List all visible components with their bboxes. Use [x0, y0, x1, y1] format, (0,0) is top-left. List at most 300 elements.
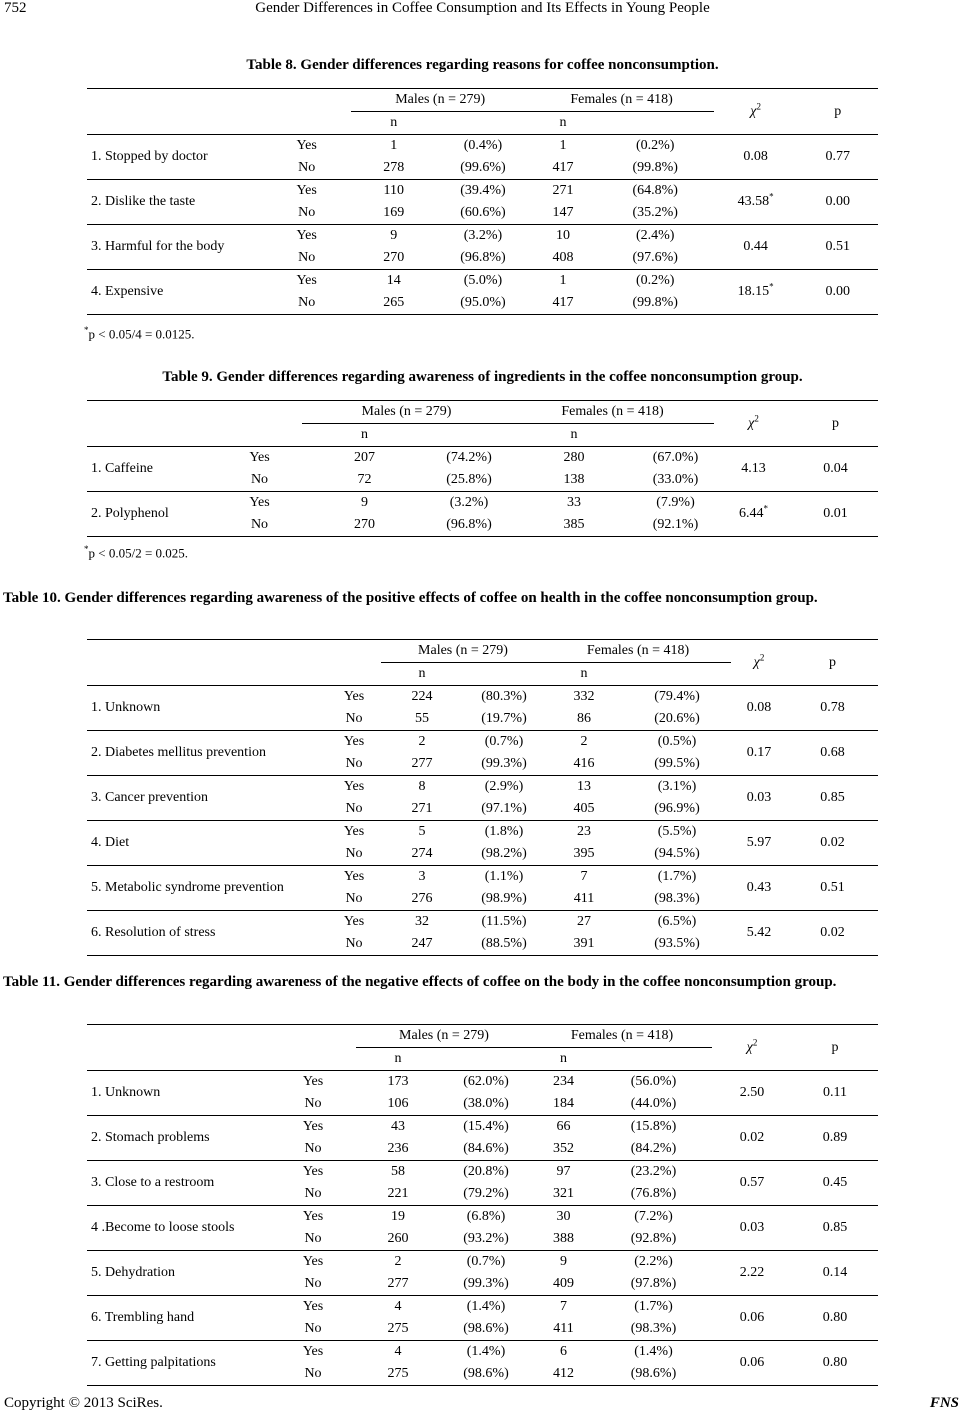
cell-value: 352	[532, 1138, 595, 1161]
cell-value: (44.0%)	[595, 1093, 712, 1116]
answer-label: No	[262, 247, 351, 270]
males-n-header: n	[302, 424, 427, 447]
cell-value: 417	[529, 157, 596, 180]
row-label: 3. Close to a restroom	[87, 1161, 270, 1206]
cell-value: (7.9%)	[656, 495, 695, 510]
cell-value: (84.6%)	[440, 1138, 532, 1161]
answer-label: Yes	[302, 1209, 324, 1224]
chi-square-value: 0.43	[731, 866, 787, 911]
cell-value: (60.6%)	[437, 202, 530, 225]
table-row	[87, 447, 878, 470]
table8-title: Table 8. Gender differences regarding reasons for coffee nonconsumption.	[246, 57, 719, 73]
row-label: 1. Unknown	[87, 686, 327, 731]
answer-label: No	[327, 888, 381, 911]
cell-value: (99.3%)	[440, 1273, 532, 1296]
cell-value: (62.0%)	[463, 1074, 509, 1089]
row-label: 3. Harmful for the body	[87, 225, 262, 270]
cell-value: 14	[386, 273, 401, 288]
p-value: 0.45	[792, 1161, 878, 1206]
cell-value: 332	[573, 689, 595, 704]
significance-mark: *	[769, 191, 774, 202]
chi-square-header: $\chi^2$	[731, 640, 787, 686]
row-label: 2. Dislike the taste	[87, 180, 262, 225]
answer-label: No	[270, 1318, 356, 1341]
answer-label: Yes	[296, 138, 317, 153]
p-value: 0.85	[792, 1206, 878, 1251]
answer-label: Yes	[343, 914, 365, 929]
cell-value: 270	[302, 514, 427, 537]
cell-value: 2	[580, 734, 588, 749]
cell-value: (88.5%)	[463, 933, 545, 956]
cell-value: 278	[351, 157, 437, 180]
cell-value: (97.6%)	[597, 247, 714, 270]
cell-value: (95.0%)	[437, 292, 530, 315]
cell-value: (3.2%)	[449, 495, 489, 510]
row-label: 7. Getting palpitations	[87, 1341, 270, 1386]
table-row	[87, 866, 878, 889]
chi-square-value: 5.97	[731, 821, 787, 866]
cell-value: (84.2%)	[595, 1138, 712, 1161]
cell-value: (97.8%)	[595, 1273, 712, 1296]
cell-value: 33	[567, 495, 581, 510]
cell-value: 277	[356, 1273, 440, 1296]
cell-value: 385	[511, 514, 637, 537]
running-title: Gender Differences in Coffee Consumption and Its Effects in Young People	[255, 0, 710, 16]
cell-value: 4	[394, 1344, 402, 1359]
cell-value: (15.4%)	[463, 1119, 509, 1134]
answer-label: No	[270, 1273, 356, 1296]
females-n-header: n	[532, 1048, 595, 1071]
cell-value: (11.5%)	[481, 914, 527, 929]
cell-value: (64.8%)	[632, 183, 678, 198]
chi-square-header: $\chi^2$	[714, 401, 793, 447]
females-header: Females (n = 418)	[511, 401, 714, 424]
cell-value: 207	[354, 450, 375, 465]
header-row	[87, 640, 878, 663]
chi-square-value: 6.44*	[714, 492, 793, 537]
cell-value: 411	[545, 888, 623, 911]
cell-value: 184	[532, 1093, 595, 1116]
answer-label: Yes	[343, 824, 365, 839]
cell-value: 13	[577, 779, 591, 794]
table-row	[87, 1296, 878, 1319]
cell-value: (76.8%)	[595, 1183, 712, 1206]
cell-value: 271	[381, 798, 463, 821]
table-row	[87, 686, 878, 709]
answer-label: Yes	[249, 495, 270, 510]
p-value: 0.02	[787, 821, 878, 866]
chi-square-header: $\chi^2$	[712, 1025, 792, 1071]
p-value: 0.00	[797, 180, 878, 225]
cell-value: (93.5%)	[623, 933, 731, 956]
table-row	[87, 1206, 878, 1229]
cell-value: 7	[560, 1299, 567, 1314]
cell-value: (0.7%)	[466, 1254, 506, 1269]
cell-value: (96.8%)	[427, 514, 511, 537]
cell-value: (33.0%)	[637, 469, 714, 492]
cell-value: (2.4%)	[635, 228, 675, 243]
row-label: 5. Metabolic syndrome prevention	[87, 866, 327, 911]
header-row	[87, 401, 878, 424]
answer-label: Yes	[343, 869, 365, 884]
females-header: Females (n = 418)	[532, 1025, 712, 1048]
table-row	[87, 492, 878, 515]
cell-value: (5.5%)	[657, 824, 697, 839]
cell-value: 5	[418, 824, 426, 839]
cell-value: 106	[356, 1093, 440, 1116]
answer-label: No	[327, 753, 381, 776]
cell-value: (1.4%)	[466, 1299, 506, 1314]
cell-value: (98.3%)	[623, 888, 731, 911]
answer-label: No	[327, 798, 381, 821]
chi-square-value: 0.08	[714, 135, 798, 180]
answer-label: Yes	[302, 1254, 324, 1269]
cell-value: 405	[545, 798, 623, 821]
cell-value: 408	[529, 247, 596, 270]
cell-value: 1	[559, 273, 567, 288]
row-label: 5. Dehydration	[87, 1251, 270, 1296]
p-value: 0.80	[792, 1341, 878, 1386]
cell-value: (20.6%)	[623, 708, 731, 731]
answer-label: No	[270, 1093, 356, 1116]
cell-value: 55	[381, 708, 463, 731]
cell-value: (56.0%)	[630, 1074, 677, 1089]
cell-value: (79.4%)	[654, 689, 700, 704]
table-row	[87, 1341, 878, 1364]
significance-mark: *	[763, 503, 768, 514]
females-header: Females (n = 418)	[529, 89, 713, 112]
cell-value: (67.0%)	[652, 450, 699, 465]
row-label: 6. Resolution of stress	[87, 911, 327, 956]
table-row	[87, 731, 878, 754]
cell-value: (6.5%)	[657, 914, 697, 929]
cell-value: 9	[361, 495, 368, 510]
cell-value: 236	[356, 1138, 440, 1161]
cell-value: (3.1%)	[657, 779, 697, 794]
answer-label: Yes	[296, 273, 317, 288]
chi-square-value: 0.17	[731, 731, 787, 776]
answer-label: No	[262, 157, 351, 180]
cell-value: 224	[411, 689, 433, 704]
cell-value: (35.2%)	[597, 202, 714, 225]
cell-value: (38.0%)	[440, 1093, 532, 1116]
cell-value: 321	[532, 1183, 595, 1206]
cell-value: 1	[390, 138, 398, 153]
cell-value: 274	[381, 843, 463, 866]
cell-value: 271	[552, 183, 574, 198]
cell-value: (39.4%)	[460, 183, 506, 198]
answer-label: No	[270, 1183, 356, 1206]
cell-value: (80.3%)	[481, 689, 527, 704]
cell-value: (5.0%)	[463, 273, 503, 288]
page-number: 752	[4, 0, 27, 16]
cell-value: 66	[556, 1119, 571, 1134]
cell-value: 169	[351, 202, 437, 225]
cell-value: (1.7%)	[634, 1299, 673, 1314]
cell-value: 86	[545, 708, 623, 731]
cell-value: 58	[391, 1164, 405, 1179]
cell-value: (25.8%)	[427, 469, 511, 492]
answer-label: No	[270, 1363, 356, 1386]
answer-label: Yes	[296, 183, 317, 198]
cell-value: (98.6%)	[440, 1318, 532, 1341]
p-value: 0.00	[797, 270, 878, 315]
chi-square-value: 0.06	[712, 1341, 792, 1386]
females-n-header: n	[545, 663, 623, 686]
cell-value: (6.8%)	[466, 1209, 506, 1224]
p-value: 0.51	[787, 866, 878, 911]
chi-square-value: 2.22	[712, 1251, 792, 1296]
p-value: 0.68	[787, 731, 878, 776]
table-row	[87, 821, 878, 844]
males-header: Males (n = 279)	[356, 1025, 532, 1048]
cell-value: 7	[580, 869, 588, 884]
chi-square-value: 0.44	[714, 225, 798, 270]
p-value: 0.01	[793, 492, 878, 537]
p-value: 0.04	[793, 447, 878, 492]
answer-label: Yes	[249, 450, 270, 465]
cell-value: (0.4%)	[463, 138, 503, 153]
cell-value: 395	[545, 843, 623, 866]
page-footer	[0, 1395, 965, 1414]
table8	[87, 88, 878, 315]
cell-value: (1.4%)	[466, 1344, 506, 1359]
cell-value: 280	[563, 450, 585, 465]
males-header: Males (n = 279)	[302, 401, 511, 424]
table-row	[87, 776, 878, 799]
cell-value: 391	[545, 933, 623, 956]
cell-value: 388	[532, 1228, 595, 1251]
p-value-header: p	[793, 401, 878, 447]
table-row	[87, 911, 878, 934]
males-header: Males (n = 279)	[381, 640, 545, 663]
cell-value: (1.1%)	[484, 869, 524, 884]
cell-value: 277	[381, 753, 463, 776]
table9-note: *p < 0.05/2 = 0.025.	[84, 544, 189, 561]
cell-value: 416	[545, 753, 623, 776]
row-label: 4. Diet	[87, 821, 327, 866]
table-row	[87, 1071, 878, 1094]
row-label: 2. Polyphenol	[87, 492, 217, 537]
cell-value: (15.8%)	[630, 1119, 677, 1134]
chi-square-value: 43.58*	[714, 180, 798, 225]
chi-square-value: 0.57	[712, 1161, 792, 1206]
row-label: 1. Stopped by doctor	[87, 135, 262, 180]
answer-label: Yes	[302, 1344, 324, 1359]
p-value: 0.78	[787, 686, 878, 731]
cell-value: 409	[532, 1273, 595, 1296]
table8-note: *p < 0.05/4 = 0.0125.	[84, 325, 195, 342]
row-label: 1. Unknown	[87, 1071, 270, 1116]
table-row	[87, 225, 878, 248]
cell-value: (96.8%)	[437, 247, 530, 270]
cell-value: 275	[356, 1318, 440, 1341]
row-label: 2. Diabetes mellitus prevention	[87, 731, 327, 776]
table-row	[87, 135, 878, 158]
answer-label: Yes	[296, 228, 317, 243]
cell-value: 3	[418, 869, 426, 884]
cell-value: (99.6%)	[437, 157, 530, 180]
cell-value: (98.3%)	[595, 1318, 712, 1341]
chi-square-value: 5.42	[731, 911, 787, 956]
table-row	[87, 1161, 878, 1184]
males-n-header: n	[351, 112, 437, 135]
cell-value: 247	[381, 933, 463, 956]
cell-value: 4	[394, 1299, 402, 1314]
cell-value: (99.5%)	[623, 753, 731, 776]
p-value: 0.80	[792, 1296, 878, 1341]
cell-value: 27	[577, 914, 591, 929]
cell-value: (0.2%)	[635, 273, 675, 288]
cell-value: (0.2%)	[635, 138, 675, 153]
p-value: 0.85	[787, 776, 878, 821]
answer-label: No	[217, 514, 302, 537]
chi-square-value: 0.02	[712, 1116, 792, 1161]
cell-value: 412	[532, 1363, 595, 1386]
p-value-header: p	[792, 1025, 878, 1071]
cell-value: (2.2%)	[634, 1254, 673, 1269]
answer-label: No	[270, 1138, 356, 1161]
females-header: Females (n = 418)	[545, 640, 731, 663]
cell-value: 275	[356, 1363, 440, 1386]
cell-value: (98.2%)	[463, 843, 545, 866]
cell-value: (99.3%)	[463, 753, 545, 776]
journal-abbrev: FNS	[929, 1395, 959, 1411]
cell-value: (98.6%)	[595, 1363, 712, 1386]
table-row	[87, 1251, 878, 1274]
cell-value: (19.7%)	[463, 708, 545, 731]
chi-square-value: 0.03	[731, 776, 787, 821]
table9	[87, 400, 878, 537]
cell-value: (2.9%)	[484, 779, 524, 794]
p-value: 0.89	[792, 1116, 878, 1161]
row-label: 6. Trembling hand	[87, 1296, 270, 1341]
cell-value: 221	[356, 1183, 440, 1206]
header-row	[87, 89, 878, 112]
answer-label: Yes	[343, 734, 365, 749]
answer-label: Yes	[302, 1299, 324, 1314]
cell-value: 411	[532, 1318, 595, 1341]
cell-value: (74.2%)	[446, 450, 492, 465]
cell-value: 30	[556, 1209, 571, 1224]
table-row	[87, 180, 878, 203]
p-value: 0.51	[797, 225, 878, 270]
males-header: Males (n = 279)	[351, 89, 529, 112]
row-label: 3. Cancer prevention	[87, 776, 327, 821]
answer-label: Yes	[343, 779, 365, 794]
chi-square-value: 0.03	[712, 1206, 792, 1251]
p-value: 0.77	[797, 135, 878, 180]
cell-value: (92.8%)	[595, 1228, 712, 1251]
cell-value: (92.1%)	[637, 514, 714, 537]
males-n-header: n	[356, 1048, 440, 1071]
cell-value: 8	[418, 779, 426, 794]
males-n-header: n	[381, 663, 463, 686]
cell-value: 417	[529, 292, 596, 315]
chi-square-value: 0.08	[731, 686, 787, 731]
answer-label: No	[262, 292, 351, 315]
answer-label: Yes	[302, 1164, 324, 1179]
header-row	[87, 1025, 878, 1048]
cell-value: 6	[560, 1344, 567, 1359]
table10-title: Table 10. Gender differences regarding awareness of the positive effects of coffee on health in the coffee nonconsumption group.	[3, 590, 818, 606]
females-n-header: n	[529, 112, 596, 135]
row-label: 4 .Become to loose stools	[87, 1206, 270, 1251]
cell-value: (97.1%)	[463, 798, 545, 821]
chi-square-header: $\chi^2$	[714, 89, 798, 135]
cell-value: (98.9%)	[463, 888, 545, 911]
table9-title: Table 9. Gender differences regarding awareness of ingredients in the coffee nonconsumption group.	[162, 369, 803, 385]
cell-value: 23	[577, 824, 591, 839]
answer-label: No	[270, 1228, 356, 1251]
answer-label: Yes	[302, 1119, 324, 1134]
cell-value: 9	[390, 228, 398, 243]
cell-value: (93.2%)	[440, 1228, 532, 1251]
significance-mark: *	[769, 281, 774, 292]
row-label: 2. Stomach problems	[87, 1116, 270, 1161]
cell-value: 260	[356, 1228, 440, 1251]
cell-value: (94.5%)	[623, 843, 731, 866]
cell-value: 9	[560, 1254, 567, 1269]
cell-value: (3.2%)	[463, 228, 503, 243]
cell-value: 2	[418, 734, 426, 749]
chi-square-value: 4.13	[714, 447, 793, 492]
cell-value: (1.8%)	[484, 824, 524, 839]
answer-label: No	[262, 202, 351, 225]
p-value: 0.14	[792, 1251, 878, 1296]
chi-square-value: 0.06	[712, 1296, 792, 1341]
cell-value: (79.2%)	[440, 1183, 532, 1206]
cell-value: (1.4%)	[634, 1344, 673, 1359]
cell-value: 276	[381, 888, 463, 911]
table11-title: Table 11. Gender differences regarding awareness of the negative effects of coffee on the body in the coffee nonconsumption group.	[3, 974, 837, 990]
females-n-header: n	[511, 424, 637, 447]
cell-value: (1.7%)	[657, 869, 697, 884]
cell-value: (23.2%)	[630, 1164, 677, 1179]
copyright: Copyright © 2013 SciRes.	[4, 1395, 163, 1411]
cell-value: (0.5%)	[657, 734, 697, 749]
cell-value: 43	[391, 1119, 405, 1134]
cell-value: 234	[553, 1074, 574, 1089]
cell-value: 19	[391, 1209, 405, 1224]
chi-square-value: 18.15*	[714, 270, 798, 315]
cell-value: 173	[387, 1074, 409, 1089]
cell-value: (98.6%)	[440, 1363, 532, 1386]
cell-value: (20.8%)	[463, 1164, 509, 1179]
answer-label: Yes	[343, 689, 365, 704]
table-row	[87, 1116, 878, 1139]
row-label: 1. Caffeine	[87, 447, 217, 492]
cell-value: 2	[394, 1254, 402, 1269]
cell-value: (7.2%)	[634, 1209, 673, 1224]
p-value-header: p	[787, 640, 878, 686]
answer-label: No	[327, 708, 381, 731]
cell-value: 110	[383, 183, 405, 198]
answer-label: Yes	[302, 1074, 324, 1089]
p-value: 0.02	[787, 911, 878, 956]
cell-value: 10	[555, 228, 570, 243]
cell-value: 147	[529, 202, 596, 225]
cell-value: 97	[556, 1164, 571, 1179]
cell-value: (0.7%)	[484, 734, 524, 749]
cell-value: 138	[511, 469, 637, 492]
cell-value: (99.8%)	[597, 157, 714, 180]
table10	[87, 639, 878, 956]
answer-label: No	[327, 843, 381, 866]
cell-value: 72	[302, 469, 427, 492]
answer-label: No	[217, 469, 302, 492]
cell-value: (99.8%)	[597, 292, 714, 315]
